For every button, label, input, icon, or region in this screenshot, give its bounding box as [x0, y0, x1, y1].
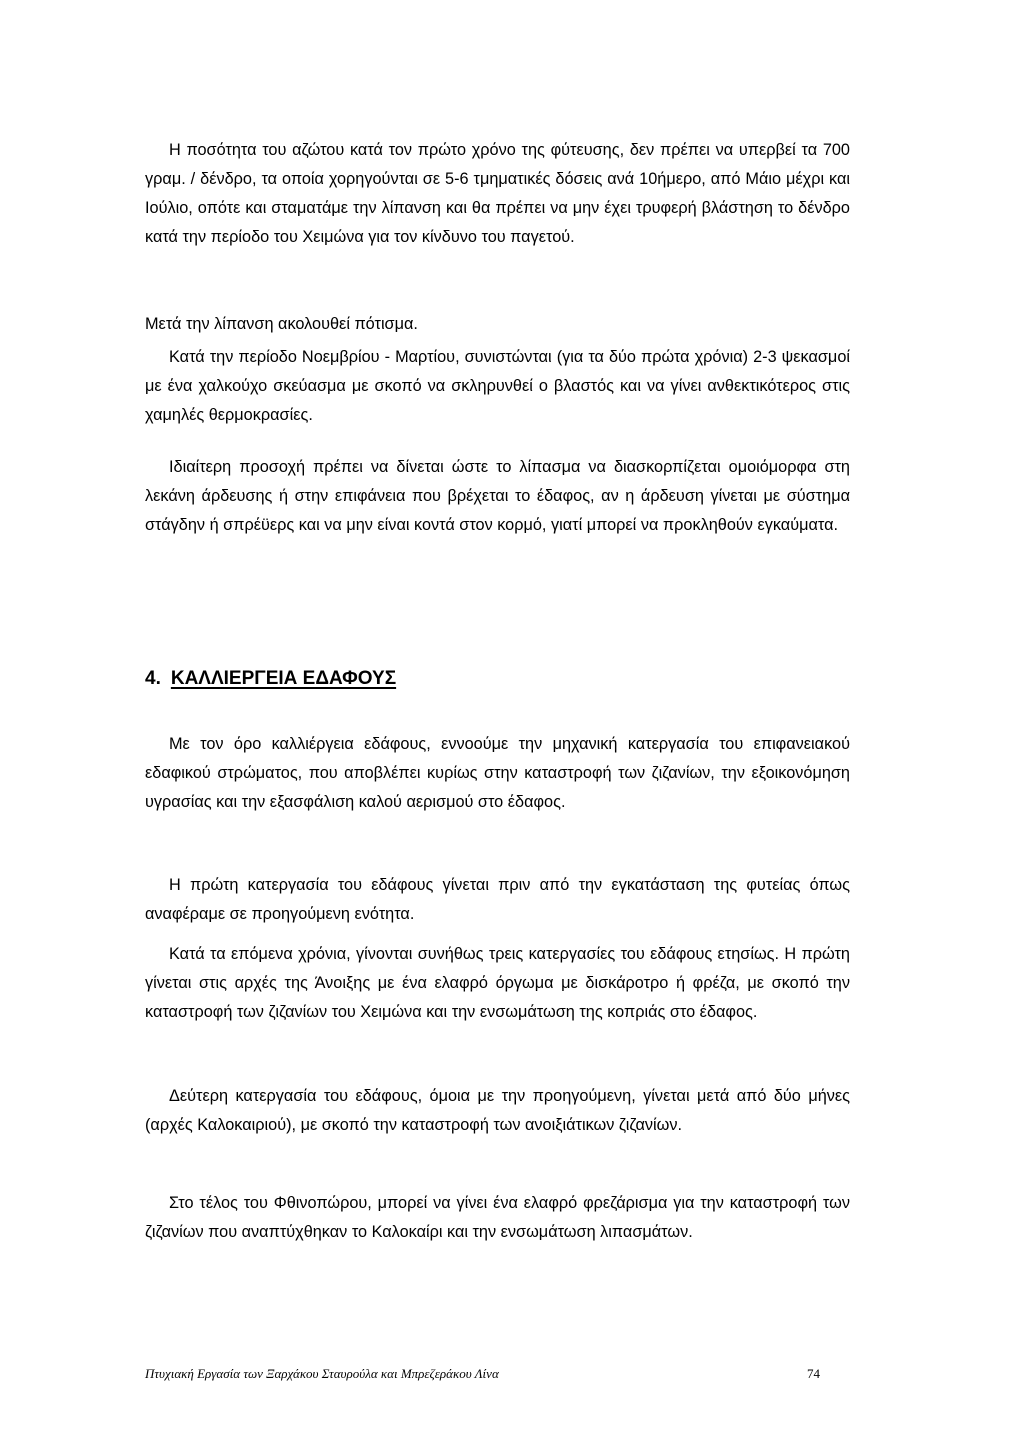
paragraph-autumn-cultivation: Στο τέλος του Φθινοπώρου, μπορεί να γίνει ένα ελαφρό φρεζάρισμα για την καταστροφή των ζιζανίων που αναπτύχθηκαν το Καλοκαίρι και την ενσωμάτωση λιπασμάτων. [145, 1194, 850, 1241]
paragraph-first-cultivation: Η πρώτη κατεργασία του εδάφους γίνεται πριν από την εγκατάσταση της φυτείας όπως αναφέραμε σε προηγούμενη ενότητα. [145, 876, 850, 923]
paragraph-spraying: Κατά την περίοδο Νοεμβρίου - Μαρτίου, συνιστώνται (για τα δύο πρώτα χρόνια) 2-3 ψεκασμοί με ένα χαλκούχο σκεύασμα με σκοπό να σκληρυνθεί ο βλαστός και να γίνει ανθεκτικότερος στις χαμηλές θερμοκρασίες. [145, 348, 850, 424]
section-number: 4. [145, 668, 161, 689]
paragraph-watering: Μετά την λίπανση ακολουθεί πότισμα. [145, 315, 418, 333]
footer-title: Πτυχιακή Εργασία των Ξαρχάκου Σταυρούλα και Μπρεζεράκου Λίνα [145, 1366, 499, 1381]
page-number: 74 [807, 1366, 820, 1381]
paragraph-yearly-cultivations: Κατά τα επόμενα χρόνια, γίνονται συνήθως τρεις κατεργασίες του εδάφους ετησίως. Η πρώτη γίνεται στις αρχές της Άνοιξης με ένα ελαφρό όργωμα με δισκάροτρο ή φρέζα, με σκοπό την καταστροφή των ζιζανίων του Χειμώνα και την ενσωμάτωση της κοπριάς στο έδαφος. [145, 945, 850, 1021]
paragraph-soil-definition: Με τον όρο καλλιέργεια εδάφους, εννοούμε την μηχανική κατεργασία του επιφανειακού εδαφικού στρώματος, που αποβλέπει κυρίως στην καταστροφή των ζιζανίων, την εξοικονόμηση υγρασίας και την εξασφάλιση καλού αερισμού στο έδαφος. [145, 735, 850, 811]
paragraph-second-cultivation: Δεύτερη κατεργασία του εδάφους, όμοια με την προηγούμενη, γίνεται μετά από δύο μήνες (αρχές Καλοκαιριού), με σκοπό την καταστροφή των ανοιξιάτικων ζιζανίων. [145, 1087, 850, 1134]
section-title: ΚΑΛΛΙΕΡΓΕΙΑ ΕΔΑΦΟΥΣ [170, 668, 397, 689]
paragraph-fertilizer-care: Ιδιαίτερη προσοχή πρέπει να δίνεται ώστε το λίπασμα να διασκορπίζεται ομοιόμορφα στη λεκάνη άρδευσης ή στην επιφάνεια που βρέχεται το έδαφος, αν η άρδευση γίνεται με σύστημα στάγδην ή σπρέϋερς και να μην είναι κοντά στον κορμό, γιατί μπορεί να προκληθούν εγκαύματα. [145, 458, 850, 534]
section-heading [145, 665, 396, 693]
paragraph-nitrogen-quantity: Η ποσότητα του αζώτου κατά τον πρώτο χρόνο της φύτευσης, δεν πρέπει να υπερβεί τα 700 γραμ. / δένδρο, τα οποία χορηγούνται σε 5-6 τμηματικές δόσεις ανά 10ήμερο, από Μάιο μέχρι και Ιούλιο, οπότε και σταματάμε την λίπανση και θα πρέπει να μην έχει τρυφερή βλάστηση το δένδρο κατά την περίοδο του Χειμώνα για τον κίνδυνο του παγετού. [145, 141, 850, 246]
